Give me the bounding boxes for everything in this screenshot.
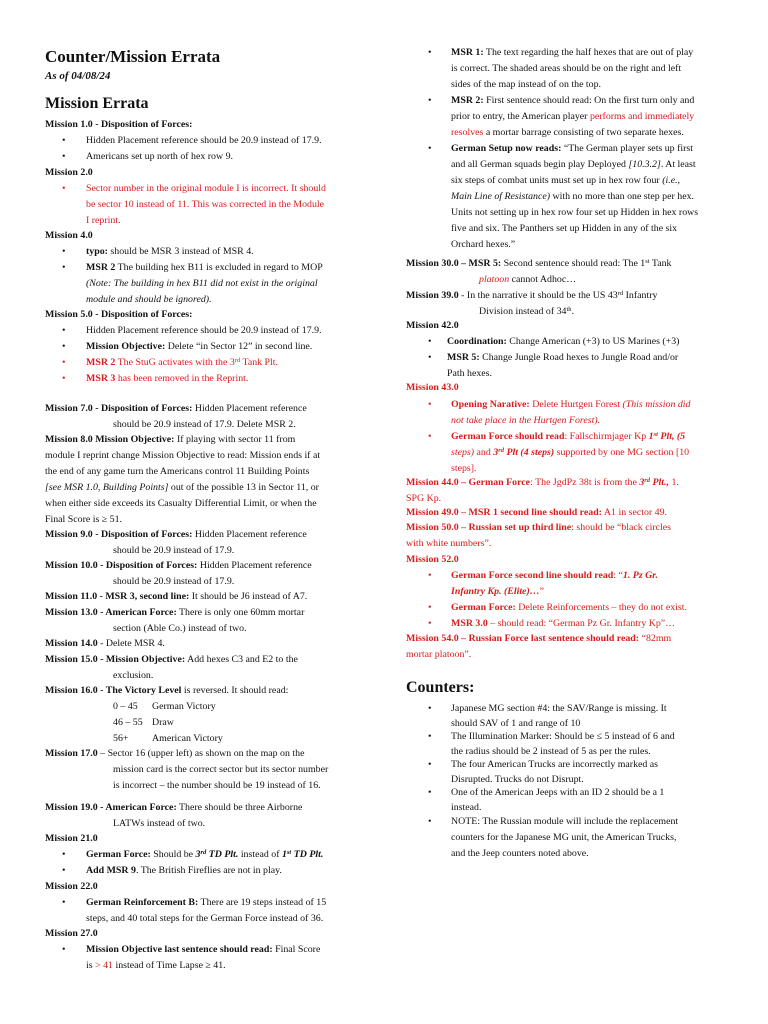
list-item-cont: Units not setting up in hex row four set up Hidden in hex rows — [451, 207, 699, 218]
list-item: • German Force: Delete Reinforcements – they do not exist. — [428, 602, 687, 613]
list-item-cont: Orchard hexes.” — [451, 239, 516, 250]
list-item: • MSR 2 The building hex B11 is excluded in regard to MOP — [62, 262, 323, 273]
mission-42-heading: Mission 42.0 — [406, 320, 459, 331]
list-item-cont: steps) and 3rd Plt (4 steps) supported by one MG section [10 — [451, 447, 690, 458]
list-item-cont: should SAV of 1 and range of 10 — [451, 718, 581, 729]
list-item-cont: is > 41 instead of Time Lapse ≥ 41. — [86, 960, 226, 971]
mission-1-heading: Mission 1.0 - Disposition of Forces: — [45, 119, 193, 130]
mission-errata-heading: Mission Errata — [45, 95, 149, 112]
mission-4-heading: Mission 4.0 — [45, 230, 93, 241]
mission-44-text: SPG Kp. — [406, 493, 442, 504]
list-item: • MSR 3 has been removed in the Reprint. — [62, 373, 249, 384]
mission-50-heading: Mission 50.0 – Russian set up third line: should be “black circles — [406, 522, 671, 533]
counters-heading: Counters: — [406, 679, 475, 696]
list-item: • German Setup now reads: “The German player sets up first — [428, 143, 693, 154]
list-item: • Opening Narative: Delete Hurtgen Forest (This mission did — [428, 399, 691, 410]
list-item-cont: module and should be ignored). — [86, 294, 212, 305]
mission-13-text: section (Able Co.) instead of two. — [113, 623, 247, 634]
mission-10-text: should be 20.9 instead of 17.9. — [113, 576, 235, 587]
list-item: • Add MSR 9. The British Fireflies are not in play. — [62, 865, 282, 876]
mission-8-text: [see MSR 1.0, Building Points] out of the possible 13 in Sector 11, or — [45, 482, 319, 493]
list-item-cont: sides of the map instead of on the top. — [451, 79, 602, 90]
mission-27-heading: Mission 27.0 — [45, 928, 98, 939]
mission-19-text: LATWs instead of two. — [113, 818, 206, 829]
mission-9-heading: Mission 9.0 - Disposition of Forces: Hidden Placement reference — [45, 529, 307, 540]
mission-17-heading: Mission 17.0 – Sector 16 (upper left) as shown on the map on the — [45, 748, 305, 759]
mission-49-heading: Mission 49.0 – MSR 1 second line should read: A1 in sector 49. — [406, 507, 667, 518]
list-item-cont: be sector 10 instead of 11. This was corrected in the Module — [86, 199, 325, 210]
mission-17-text: mission card is the correct sector but its sector number — [113, 764, 329, 775]
list-item: • MSR 2 The StuG activates with the 3rd Tank Plt. — [62, 357, 278, 368]
mission-21-heading: Mission 21.0 — [45, 833, 98, 844]
list-item-cont: steps]. — [451, 463, 477, 474]
mission-11-heading: Mission 11.0 - MSR 3, second line: It should be J6 instead of A7. — [45, 591, 308, 602]
mission-15-text: exclusion. — [113, 670, 154, 681]
list-item-cont: resolves a mortar barrage consisting of two separate hexes. — [451, 127, 684, 138]
list-item: • Hidden Placement reference should be 20.9 instead of 17.9. — [62, 325, 322, 336]
mission-8-text: Final Score is ≥ 51. — [45, 514, 123, 525]
mission-2-heading: Mission 2.0 — [45, 167, 93, 178]
mission-44-heading: Mission 44.0 – German Force: The JgdPz 38t is from the 3rd Plt., 1. — [406, 477, 679, 488]
list-item-cont: instead. — [451, 802, 482, 813]
list-item: • German Reinforcement B: There are 19 steps instead of 15 — [62, 897, 327, 908]
list-item: • typo: should be MSR 3 instead of MSR 4. — [62, 246, 254, 257]
list-item-cont: Infantry Kp. (Elite)…” — [451, 586, 544, 597]
list-item-cont: Path hexes. — [447, 368, 492, 379]
list-item-cont: I reprint. — [86, 215, 121, 226]
mission-17-text: is incorrect – the number should be 19 instead of 16. — [113, 780, 321, 791]
list-item: • One of the American Jeeps with an ID 2 should be a 1 — [428, 787, 665, 798]
list-item: • MSR 5: Change Jungle Road hexes to Jungle Road and/or — [428, 352, 679, 363]
mission-22-heading: Mission 22.0 — [45, 881, 98, 892]
mission-14-heading: Mission 14.0 - Delete MSR 4. — [45, 638, 165, 649]
mission-9-text: should be 20.9 instead of 17.9. — [113, 545, 235, 556]
mission-39-text: Division instead of 34th. — [479, 306, 575, 317]
mission-8-text: module I reprint change Mission Objective to read: Mission ends if at — [45, 450, 321, 461]
mission-13-heading: Mission 13.0 - American Force: There is only one 60mm mortar — [45, 607, 305, 618]
list-item-cont: and the Jeep counters noted above. — [451, 848, 589, 859]
mission-16-heading: Mission 16.0 - The Victory Level is reversed. It should read: — [45, 685, 289, 696]
mission-8-heading: Mission 8.0 Mission Objective: If playing with sector 11 from — [45, 434, 296, 445]
mission-54-heading: Mission 54.0 – Russian Force last sentence should read: “82mm — [406, 633, 672, 644]
mission-50-text: with white numbers”. — [406, 538, 492, 549]
mission-10-heading: Mission 10.0 - Disposition of Forces: Hidden Placement reference — [45, 560, 312, 571]
list-item: • Sector number in the original module I is incorrect. It should — [62, 183, 326, 194]
list-item-cont: (Note: The building in hex B11 did not exist in the original — [86, 278, 318, 289]
list-item: • Americans set up north of hex row 9. — [62, 151, 233, 162]
mission-54-text: mortar platoon”. — [406, 649, 472, 660]
list-item-cont: and all German squads begin play Deployed [10.3.2]. At least — [451, 159, 696, 170]
list-item: • Mission Objective: Delete “in Sector 12” in second line. — [62, 341, 313, 352]
list-item: • German Force second line should read: “1. Pz Gr. — [428, 570, 659, 581]
list-item: • MSR 1: The text regarding the half hexes that are out of play — [428, 47, 694, 58]
list-item-cont: Main Line of Resistance) with no more than one step per hex. — [451, 191, 694, 202]
list-item-cont: Disrupted. Trucks do not Disrupt. — [451, 774, 584, 785]
list-item: • Japanese MG section #4: the SAV/Range is missing. It — [428, 703, 667, 714]
list-item: • MSR 3.0 – should read: “German Pz Gr. Infantry Kp”… — [428, 618, 676, 629]
list-item: • Mission Objective last sentence should read: Final Score — [62, 944, 321, 955]
list-item: • German Force should read: Fallschirmjager Kp 1st Plt, (5 — [428, 431, 686, 442]
list-item-cont: the radius should be 2 instead of 5 as per the rules. — [451, 746, 651, 757]
list-item-cont: prior to entry, the American player performs and immediately — [451, 111, 695, 122]
list-item: • The Illumination Marker: Should be ≤ 5 instead of 6 and — [428, 731, 675, 742]
list-item: • The four American Trucks are incorrectly marked as — [428, 759, 659, 770]
mission-7-heading: Mission 7.0 - Disposition of Forces: Hidden Placement reference — [45, 403, 307, 414]
list-item: • NOTE: The Russian module will include the replacement — [428, 816, 679, 827]
list-item: • Coordination: Change American (+3) to US Marines (+3) — [428, 336, 680, 347]
list-item-cont: is correct. The shaded areas should be on the right and left — [451, 63, 682, 74]
mission-52-heading: Mission 52.0 — [406, 554, 459, 565]
mission-30-text: platoon cannot Adhoc… — [479, 274, 577, 285]
list-item: • German Force: Should be 3rd TD Plt. instead of 1st TD Plt. — [62, 849, 324, 860]
mission-8-text: when either side exceeds its Casualty Differential Limit, or when the — [45, 498, 317, 509]
list-item: • MSR 2: First sentence should read: On the first turn only and — [428, 95, 695, 106]
mission-8-text: the end of any game turn the Americans control 11 Building Points — [45, 466, 310, 477]
list-item-cont: five and six. The Panthers set up Hidden in any of the six — [451, 223, 678, 234]
mission-15-heading: Mission 15.0 - Mission Objective: Add hexes C3 and E2 to the — [45, 654, 298, 665]
mission-39-heading: Mission 39.0 - In the narrative it should be the US 43rd Infantry — [406, 290, 658, 301]
mission-7-text: should be 20.9 instead of 17.9. Delete MSR 2. — [113, 419, 296, 430]
list-item: • Hidden Placement reference should be 20.9 instead of 17.9. — [62, 135, 322, 146]
mission-19-heading: Mission 19.0 - American Force: There should be three Airborne — [45, 802, 303, 813]
mission-30-heading: Mission 30.0 – MSR 5: Second sentence should read: The 1st Tank — [406, 258, 672, 269]
as-of-date: As of 04/08/24 — [45, 70, 111, 82]
mission-5-heading: Mission 5.0 - Disposition of Forces: — [45, 309, 193, 320]
list-item-cont: not take place in the Hurtgen Forest). — [451, 415, 601, 426]
list-item-cont: six steps of combat units must set up in hex row four (i.e., — [451, 175, 681, 186]
list-item-cont: counters for the Japanese MG unit, the American Trucks, — [451, 832, 677, 843]
list-item-cont: steps, and 40 total steps for the German Force instead of 36. — [86, 913, 324, 924]
document-title: Counter/Mission Errata — [45, 47, 221, 66]
mission-43-heading: Mission 43.0 — [406, 382, 459, 393]
